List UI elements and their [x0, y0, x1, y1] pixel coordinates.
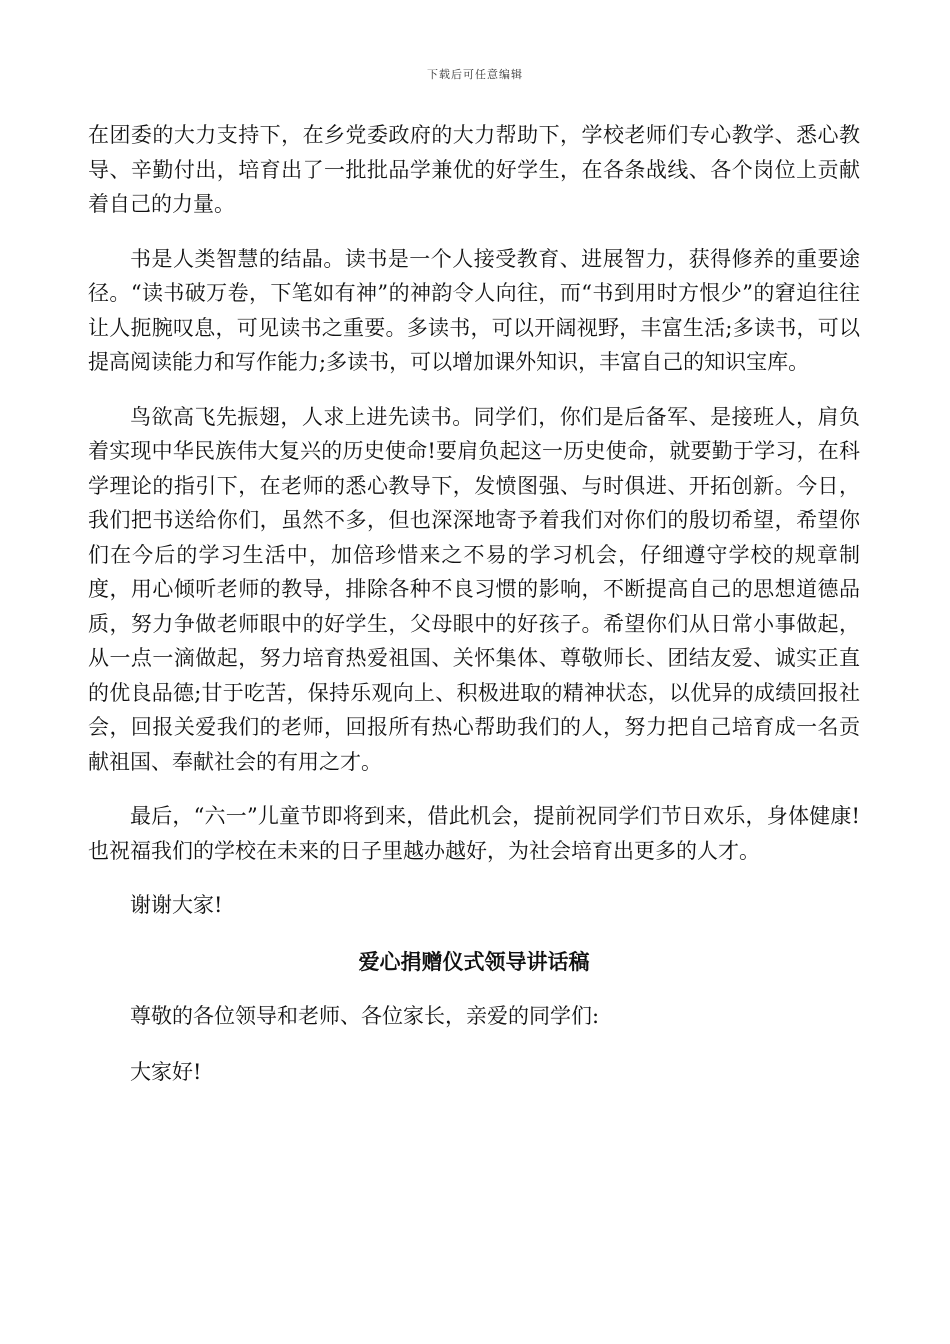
paragraph-students: 鸟欲高飞先振翅，人求上进先读书。同学们，你们是后备军、是接班人，肩负着实现中华民族伟大复兴的历史使命!要肩负起这一历史使命，就要勤于学习，在科学理论的指引下，在老师的悉心教导下，发愤图强、与时俱进、开拓创新。今日，我们把书送给你们，虽然不多，但也深深地寄予着我们对你们的殷切希望，希望你们在今后的学习生活中，加倍珍惜来之不易的学习机会，仔细遵守学校的规章制度，用心倾听老师的教导，排除各种不良习惯的影响，不断提高自己的思想道德品质，努力争做老师眼中的好学生，父母眼中的好孩子。希望你们从日常小事做起，从一点一滴做起，努力培育热爱祖国、关怀集体、尊敬师长、团结友爱、诚实正直的优良品德;甘于吃苦，保持乐观向上、积极进取的精神状态，以优异的成绩回报社会，回报关爱我们的老师，回报所有热心帮助我们的人，努力把自己培育成一名贡献祖国、奉献社会的有用之才。 — [88, 404, 860, 774]
paragraph-reading: 书是人类智慧的结晶。读书是一个人接受教育、进展智力，获得修养的重要途径。“读书破万卷，下笔如有神”的神韵令人向往，而“书到用时方恨少”的窘迫往往让人扼腕叹息，可见读书之重要。多读书，可以开阔视野，丰富生活;多读书，可以提高阅读能力和写作能力;多读书，可以增加课外知识，丰富自己的知识宝库。 — [88, 246, 860, 374]
paragraph-thanks: 谢谢大家! — [130, 893, 223, 917]
paragraph-support: 在团委的大力支持下，在乡党委政府的大力帮助下，学校老师们专心教学、悉心教导、辛勤付出，培育出了一批批品学兼优的好学生，在各条战线、各个岗位上贡献着自己的力量。 — [88, 123, 860, 216]
document-body — [88, 118, 860, 1110]
salutation-line: 大家好! — [130, 1060, 202, 1084]
section-title: 爱心捐赠仪式领导讲话稿 — [358, 948, 590, 974]
greeting-line: 尊敬的各位领导和老师、各位家长，亲爱的同学们: — [130, 1003, 600, 1028]
page-header: 下载后可任意编辑 — [427, 68, 523, 81]
paragraph-closing: 最后，“六一”儿童节即将到来，借此机会，提前祝同学们节日欢乐，身体健康!也祝福我们的学校在未来的日子里越办越好，为社会培育出更多的人才。 — [88, 804, 860, 863]
